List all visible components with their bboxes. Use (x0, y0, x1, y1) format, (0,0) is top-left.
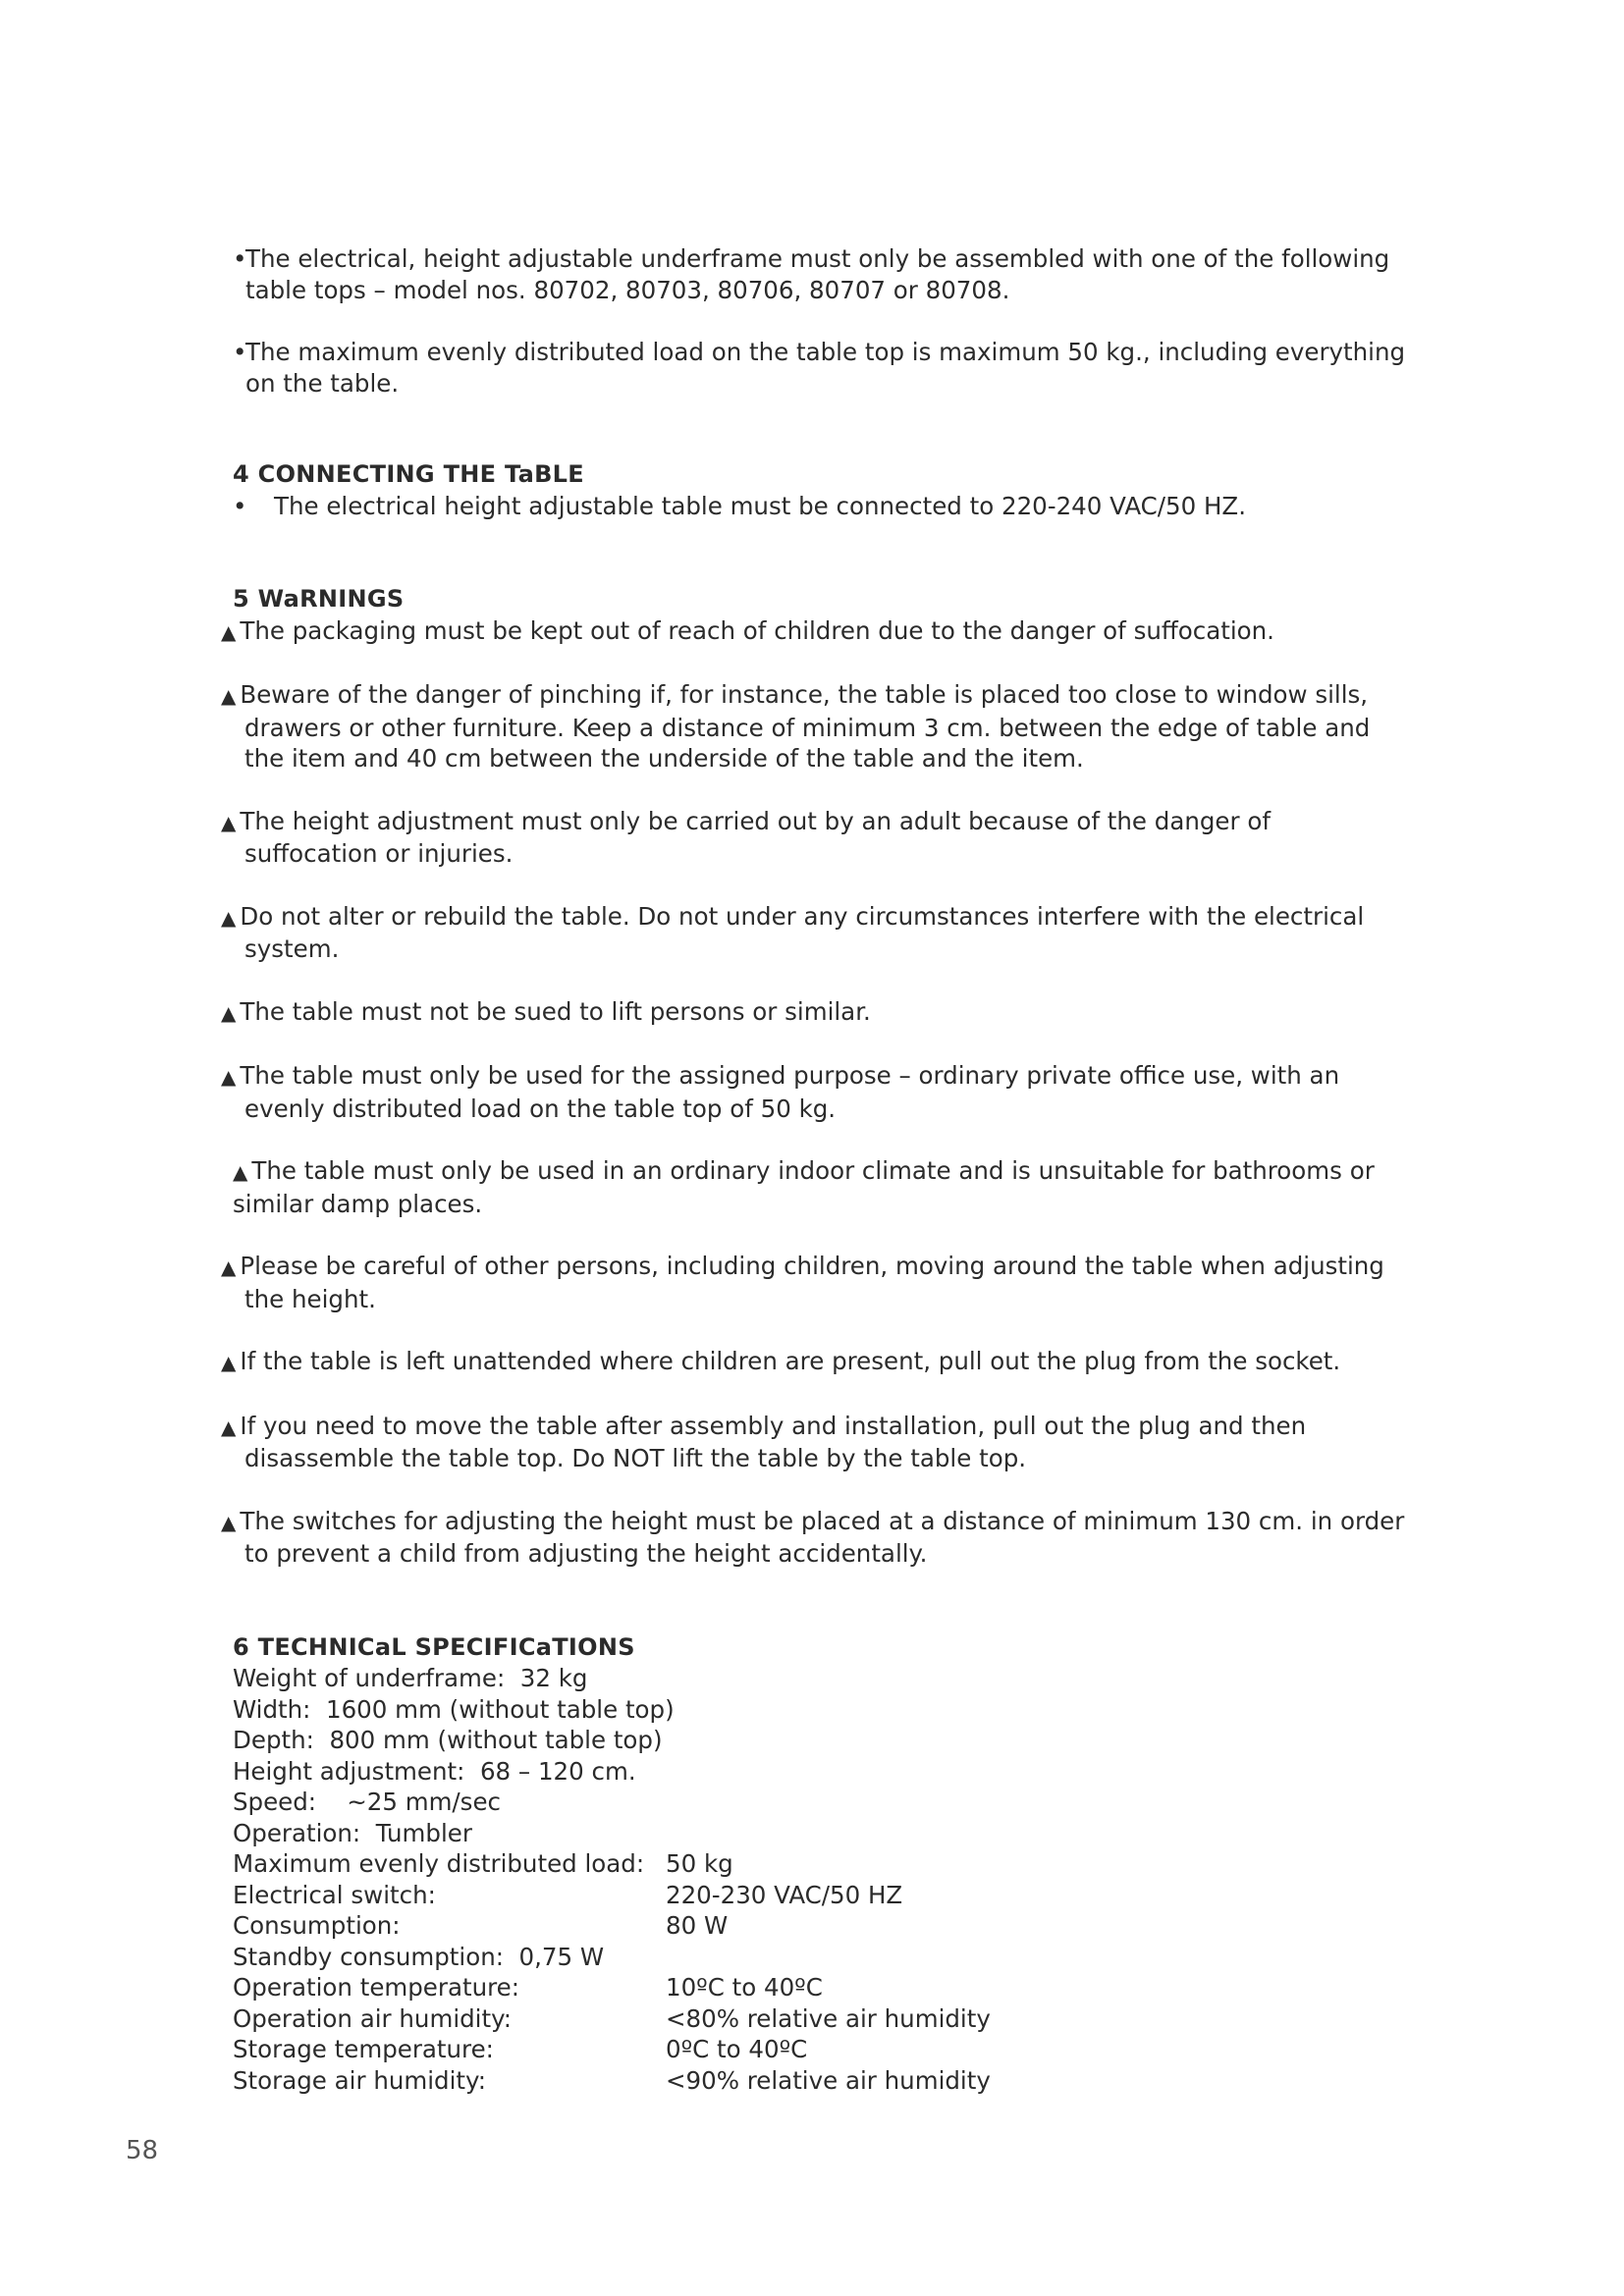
warning-triangle-icon: ▲ (221, 1415, 237, 1439)
spec-row (233, 1972, 1411, 2003)
warning-triangle-icon: ▲ (221, 1510, 237, 1534)
warning-triangle-icon: ▲ (221, 1065, 237, 1089)
warning-item (221, 806, 1411, 870)
warning-item (221, 1060, 1411, 1124)
warning-item (221, 679, 1411, 774)
warning-triangle-icon: ▲ (221, 810, 237, 834)
warning-text: Please be careful of other persons, including children, moving around the table when adjusting the height. (240, 1252, 1384, 1313)
bullet-marker: • (233, 244, 247, 273)
spec-value: <90% relative air humidity (666, 2065, 991, 2095)
spec-label: Width: 1600 mm (without table top) (233, 1694, 675, 1724)
warning-triangle-icon: ▲ (221, 1255, 237, 1279)
section-connecting (233, 459, 1411, 521)
spec-row (233, 1910, 1411, 1942)
warning-item (221, 1251, 1411, 1314)
spec-row (233, 1787, 1411, 1818)
warning-item (233, 1155, 1411, 1219)
warning-text: The table must not be sued to lift persons or similar. (240, 996, 871, 1026)
spec-label: Weight of underframe: 32 kg (233, 1664, 588, 1692)
spec-row (233, 1818, 1411, 1849)
warning-item (221, 615, 1411, 649)
warning-item (221, 996, 1411, 1030)
bullet-text: The electrical, height adjustable underframe must only be assembled with one of the following table tops – model nos. 80702, 80703, 80706, 80707 or 80708. (245, 244, 1390, 304)
intro-bullet (233, 243, 1411, 305)
spec-label: Storage temperature: (233, 2035, 494, 2063)
spec-label: Speed: ~25 mm/sec (233, 1788, 501, 1816)
warning-item (221, 901, 1411, 965)
warning-triangle-icon: ▲ (233, 1160, 248, 1184)
bullet-text: The electrical height adjustable table must be connected to 220-240 VAC/50 HZ. (274, 491, 1246, 520)
spec-label: Height adjustment: 68 – 120 cm. (233, 1756, 636, 1786)
warning-triangle-icon: ▲ (221, 619, 237, 644)
spec-row (233, 1725, 1411, 1756)
warning-text: The height adjustment must only be carried out by an adult because of the danger of suffocation or injuries. (240, 806, 1271, 868)
warning-triangle-icon: ▲ (221, 684, 237, 708)
warning-triangle-icon: ▲ (221, 1351, 237, 1374)
spec-label: Operation temperature: (233, 1973, 519, 2002)
spec-row (233, 2034, 1411, 2065)
spec-row (233, 1880, 1411, 1911)
warning-text: Do not alter or rebuild the table. Do not under any circumstances interfere with the electrical system. (240, 901, 1365, 963)
warning-item (221, 1506, 1411, 1570)
spec-row (233, 1694, 1411, 1726)
section-warnings (221, 584, 1411, 1570)
page-number: 58 (126, 2136, 159, 2165)
spec-row (233, 1848, 1411, 1880)
warning-text: The table must only be used in an ordinary indoor climate and is unsuitable for bathrooms or similar damp places. (233, 1156, 1375, 1218)
spec-value: 50 kg (666, 1849, 733, 1878)
section-specifications (233, 1632, 1411, 2097)
warning-triangle-icon: ▲ (221, 1000, 237, 1025)
bullet-marker: • (233, 491, 247, 520)
warning-text: The switches for adjusting the height must be placed at a distance of minimum 130 cm. in order to prevent a child from adjusting the height accidentally. (240, 1506, 1405, 1568)
spec-row (233, 1663, 1411, 1694)
spec-label: Standby consumption: 0,75 W (233, 1942, 605, 1971)
connect-bullet (233, 491, 1411, 522)
spec-label: Operation: Tumbler (233, 1818, 472, 1847)
spec-label: Maximum evenly distributed load: (233, 1849, 645, 1878)
spec-label: Consumption: (233, 1911, 401, 1940)
spec-row (233, 1942, 1411, 1973)
spec-value: 80 W (666, 1911, 729, 1940)
warning-text: Beware of the danger of pinching if, for instance, the table is placed too close to window sills, drawers or other furniture. Keep a distance of minimum 3 cm. between the edge of table and the item and 40 cm between the underside of the table and the item. (240, 680, 1371, 773)
spec-value: 0ºC to 40ºC (666, 2035, 808, 2063)
spec-row (233, 2003, 1411, 2035)
section-heading: 6 TECHNICaL SPECIFICaTIONS (233, 1632, 635, 1661)
page-content (221, 243, 1411, 2096)
spec-label: Operation air humidity: (233, 2003, 513, 2033)
intro-bullet (233, 337, 1411, 399)
spec-value: 220-230 VAC/50 HZ (666, 1880, 903, 1909)
spec-value: 10ºC to 40ºC (666, 1973, 823, 2002)
warning-text: The packaging must be kept out of reach of children due to the danger of suffocation. (240, 615, 1274, 645)
spec-label: Depth: 800 mm (without table top) (233, 1726, 663, 1754)
bullet-marker: • (233, 338, 247, 366)
bullet-text: The maximum evenly distributed load on the table top is maximum 50 kg., including everything on the table. (245, 338, 1406, 398)
spec-row (233, 2065, 1411, 2097)
warning-triangle-icon: ▲ (221, 905, 237, 930)
spec-row (233, 1756, 1411, 1788)
warning-item (221, 1346, 1411, 1379)
spec-label: Electrical switch: (233, 1880, 436, 1909)
section-heading: 4 CONNECTING THE TaBLE (233, 460, 584, 488)
warning-text: If you need to move the table after assembly and installation, pull out the plug and then disassemble the table top. Do NOT lift the table by the table top. (240, 1411, 1307, 1472)
warning-item (221, 1411, 1411, 1474)
spec-list (233, 1663, 1411, 2096)
spec-value: <80% relative air humidity (666, 2003, 991, 2033)
section-heading: 5 WaRNINGS (233, 585, 405, 613)
warning-text: The table must only be used for the assigned purpose – ordinary private office use, with an evenly distributed load on the table top of 50 kg. (240, 1061, 1340, 1123)
spec-label: Storage air humidity: (233, 2065, 486, 2095)
warning-text: If the table is left unattended where children are present, pull out the plug from the socket. (240, 1347, 1341, 1375)
